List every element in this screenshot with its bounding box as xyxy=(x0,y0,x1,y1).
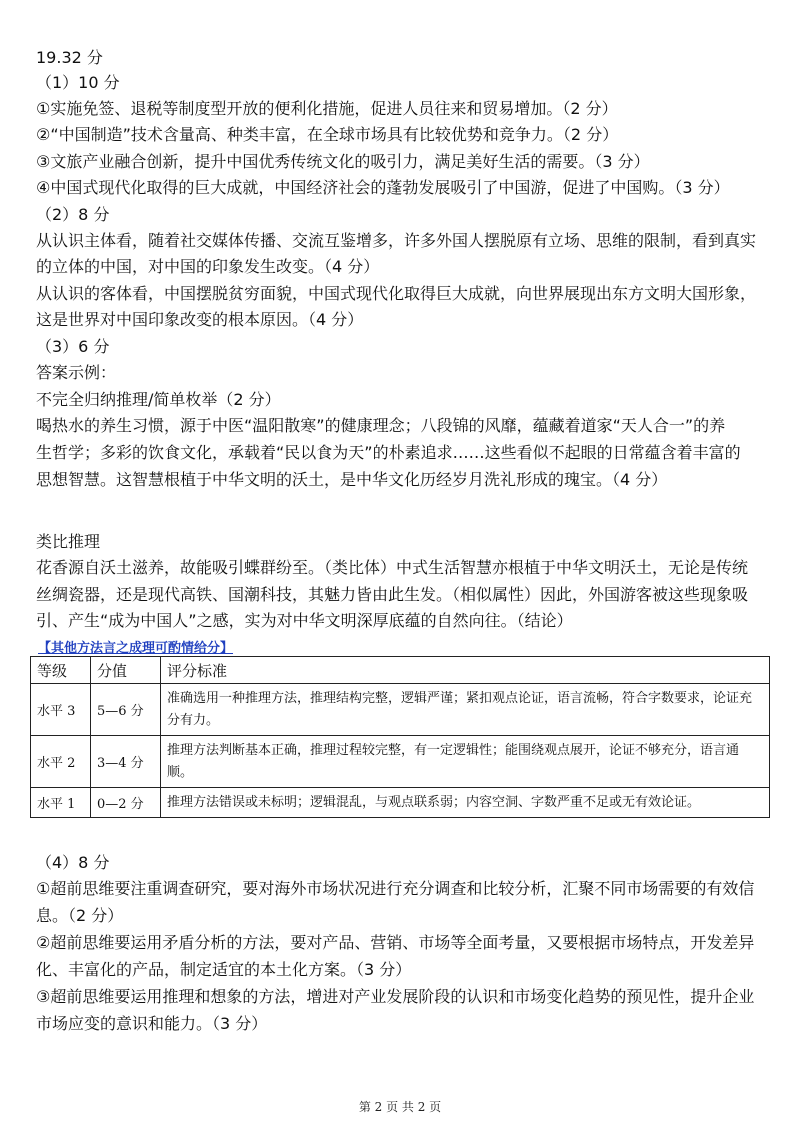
text-line: 思想智慧。这智慧根植于中华文明的沃土，是中华文化历经岁月洗礼形成的瑰宝。（4 分） xyxy=(36,470,668,489)
criteria-cell: 推理方法判断基本正确，推理过程较完整，有一定逻辑性；能围绕观点展开，论证不够充分，语言通顺。 xyxy=(161,736,770,788)
header-criteria: 评分标准 xyxy=(161,657,770,684)
text-line: 从认识的客体看，中国摆脱贫穷面貌，中国式现代化取得巨大成就，向世界展现出东方文明大国形象， xyxy=(36,284,757,303)
text-line: 不完全归纳推理/简单枚举（2 分） xyxy=(36,390,281,409)
score-cell: 3—4 分 xyxy=(91,736,161,788)
scoring-note xyxy=(38,637,233,656)
criteria-cell: 推理方法错误或未标明；逻辑混乱，与观点联系弱；内容空洞、字数严重不足或无有效论证。 xyxy=(161,788,770,818)
text-line: （4）8 分 xyxy=(36,853,110,872)
text-line: 息。（2 分） xyxy=(36,906,124,925)
text-line: 答案示例： xyxy=(36,363,117,382)
text-line: 这是世界对中国印象改变的根本原因。（4 分） xyxy=(36,310,364,329)
table-row xyxy=(31,736,770,788)
header-score: 分值 xyxy=(91,657,161,684)
text-line: 引、产生“成为中国人”之感，实为对中华文明深厚底蕴的自然向往。（结论） xyxy=(36,611,573,630)
text-line: 花香源自沃土滋养，故能吸引蝶群纷至。（类比体）中式生活智慧亦根植于中华文明沃土，无论是传统 xyxy=(36,558,749,577)
text-line: ③文旅产业融合创新，提升中国优秀传统文化的吸引力，满足美好生活的需要。（3 分） xyxy=(36,152,650,171)
level-cell: 水平 3 xyxy=(31,684,91,736)
text-line: ①超前思维要注重调查研究，要对海外市场状况进行充分调查和比较分析，汇聚不同市场需要的有效信 xyxy=(36,879,755,898)
text-line: 从认识主体看，随着社交媒体传播、交流互鉴增多，许多外国人摆脱原有立场、思维的限制，看到真实 xyxy=(36,231,757,250)
grading-table-header xyxy=(31,657,770,684)
score-cell: 0—2 分 xyxy=(91,788,161,818)
text-line: ②“中国制造”技术含量高、种类丰富，在全球市场具有比较优势和竞争力。（2 分） xyxy=(36,125,619,144)
text-line: 19.32 分 xyxy=(36,48,103,67)
grading-table xyxy=(30,656,770,818)
header-level: 等级 xyxy=(31,657,91,684)
scoring-note-text: 【其他方法言之成理可酌情给分】 xyxy=(38,641,234,656)
level-cell: 水平 2 xyxy=(31,736,91,788)
text-line: （2）8 分 xyxy=(36,205,110,224)
text-line: ②超前思维要运用矛盾分析的方法，要对产品、营销、市场等全面考量，又要根据市场特点，开发差异 xyxy=(36,933,755,952)
text-line: （3）6 分 xyxy=(36,337,110,356)
criteria-cell: 准确选用一种推理方法，推理结构完整，逻辑严谨；紧扣观点论证，语言流畅，符合字数要求，论证充分有力。 xyxy=(161,684,770,736)
text-line: 类比推理 xyxy=(36,532,101,551)
text-line: 化、丰富化的产品，制定适宜的本土化方案。（3 分） xyxy=(36,960,412,979)
text-line: 喝热水的养生习惯，源于中医“温阳散寒”的健康理念；八段锦的风靡，蕴藏着道家“天人合一”的养 xyxy=(36,416,726,435)
page-footer: 第 2 页 共 2 页 xyxy=(358,1100,442,1114)
text-line: 生哲学；多彩的饮食文化，承载着“民以食为天”的朴素追求……这些看似不起眼的日常蕴含着丰富的 xyxy=(36,443,741,462)
level-cell: 水平 1 xyxy=(31,788,91,818)
table-row xyxy=(31,684,770,736)
score-cell: 5—6 分 xyxy=(91,684,161,736)
text-line: 的立体的中国，对中国的印象发生改变。（4 分） xyxy=(36,257,380,276)
text-line: （1）10 分 xyxy=(36,73,120,92)
text-line: ④中国式现代化取得的巨大成就，中国经济社会的蓬勃发展吸引了中国游，促进了中国购。（3 分） xyxy=(36,178,730,197)
text-line: ①实施免签、退税等制度型开放的便利化措施，促进人员往来和贸易增加。（2 分） xyxy=(36,99,618,118)
table-row xyxy=(31,788,770,818)
text-line: 市场应变的意识和能力。（3 分） xyxy=(36,1014,268,1033)
text-line: ③超前思维要运用推理和想象的方法，增进对产业发展阶段的认识和市场变化趋势的预见性，提升企业 xyxy=(36,987,755,1006)
text-line: 丝绸瓷器，还是现代高铁、国潮科技，其魅力皆由此生发。（相似属性）因此，外国游客被这些现象吸 xyxy=(36,585,749,604)
